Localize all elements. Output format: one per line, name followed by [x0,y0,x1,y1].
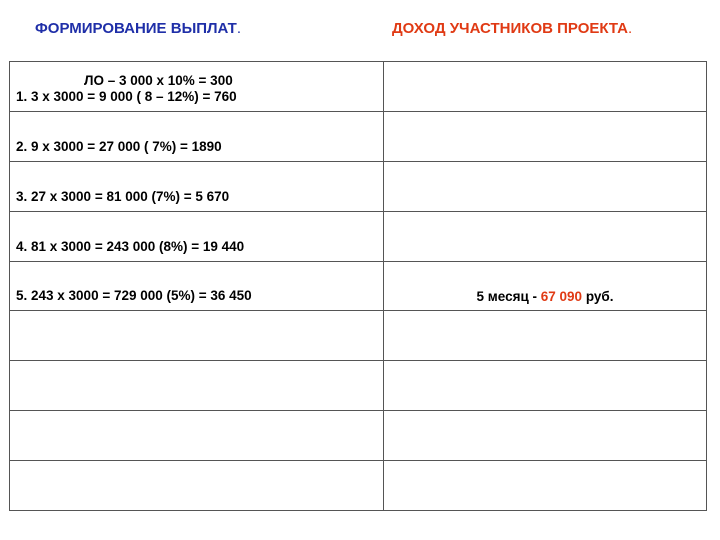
payout-line: 5. 243 х 3000 = 729 000 (5%) = 36 450 [16,288,252,304]
payout-line: 2. 9 х 3000 = 27 000 ( 7%) = 1890 [16,138,222,154]
table-row [10,161,707,211]
payout-line: 4. 81 х 3000 = 243 000 (8%) = 19 440 [16,238,245,254]
heading-dot: . [627,20,633,37]
table-row [10,211,707,261]
empty-cell [10,411,384,461]
payout-line: 3. 27 х 3000 = 81 000 (7%) = 5 670 [16,188,230,204]
participants-income-title: ДОХОД УЧАСТНИКОВ ПРОЕКТА [392,20,628,37]
payout-formation-title: ФОРМИРОВАНИЕ ВЫПЛАТ [35,20,237,37]
table-row [10,311,707,361]
income-value: 67 090 [540,289,583,305]
table-row [10,411,707,461]
participants-income-heading [392,20,632,37]
table-row [10,361,707,411]
income-cell [384,211,707,261]
empty-cell [384,361,707,411]
empty-cell [10,461,384,511]
empty-cell [10,361,384,411]
income-cell [384,161,707,211]
payout-line: 1. 3 х 3000 = 9 000 ( 8 – 12%) = 760 [16,88,237,104]
income-unit: руб. [582,289,614,305]
payout-table [9,61,707,511]
empty-cell [384,461,707,511]
payout-cell [10,111,384,161]
income-cell [384,261,707,311]
table-row [10,461,707,511]
table-row [10,261,707,311]
income-label: 5 месяц - [476,289,541,305]
empty-cell [10,311,384,361]
heading-dot: . [236,20,241,37]
income-cell [384,111,707,161]
lo-line: ЛО – 3 000 х 10% = 300 [84,72,233,88]
payout-cell [10,261,384,311]
payout-cell [10,62,384,112]
payout-formation-heading [35,20,241,37]
table-row [10,111,707,161]
income-cell [384,62,707,112]
table-row [10,62,707,112]
empty-cell [384,411,707,461]
payout-cell [10,161,384,211]
payout-cell [10,211,384,261]
empty-cell [384,311,707,361]
